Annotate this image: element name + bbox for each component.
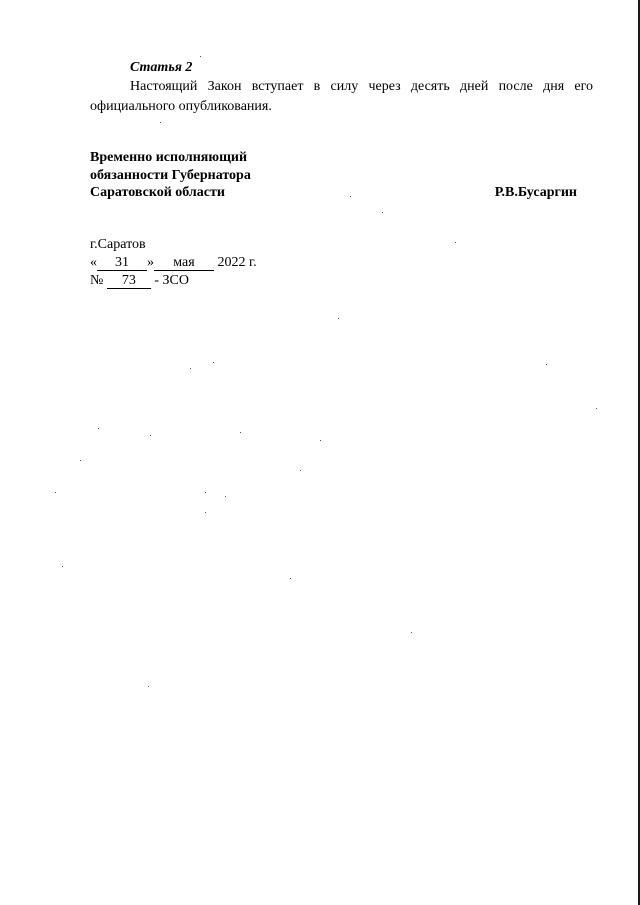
scan-noise [190,368,191,369]
quote-open: « [90,255,97,270]
signatory-name: Р.В.Бусаргин [494,185,577,200]
scan-noise [350,196,351,197]
scan-noise [300,470,301,471]
date-line [90,254,257,272]
date-day: 31 [97,256,147,271]
number-sign: № [90,273,104,288]
article-title: Статья 2 [130,60,193,75]
number-suffix: - ЗСО [154,273,189,288]
scan-noise [62,566,63,567]
scan-noise [205,492,206,493]
article-body: Настоящий Закон вступает в силу через десять дней после дня его официального опубликования. [90,79,593,114]
scan-noise [80,460,81,461]
quote-close: » [147,255,154,270]
place-date-block [90,236,257,290]
scan-noise [320,440,321,441]
scan-noise [290,578,291,579]
date-month: мая [154,256,214,271]
signature-position-line-1: Временно исполняющий [90,150,248,165]
scan-noise [240,432,241,433]
scan-noise [160,122,161,123]
scan-noise [205,512,206,513]
scan-noise [225,496,226,497]
scan-noise [596,408,597,409]
scan-noise [455,242,456,243]
scan-noise [200,56,201,57]
signature-position-line-3: Саратовской области [90,185,225,200]
scan-noise [338,318,339,319]
signature-block [90,149,580,202]
city: г.Саратов [90,237,146,252]
scan-noise [148,686,149,687]
scan-noise [546,364,547,365]
scan-noise [411,632,412,633]
law-number: 73 [107,274,151,289]
scan-noise [150,435,151,436]
scan-noise [382,212,383,213]
scan-noise [55,492,56,493]
number-line [90,272,257,290]
date-year: 2022 г. [217,255,257,270]
scan-noise [213,362,214,363]
signature-position-line-2: обязанности Губернатора [90,167,251,183]
scan-noise [98,428,99,429]
